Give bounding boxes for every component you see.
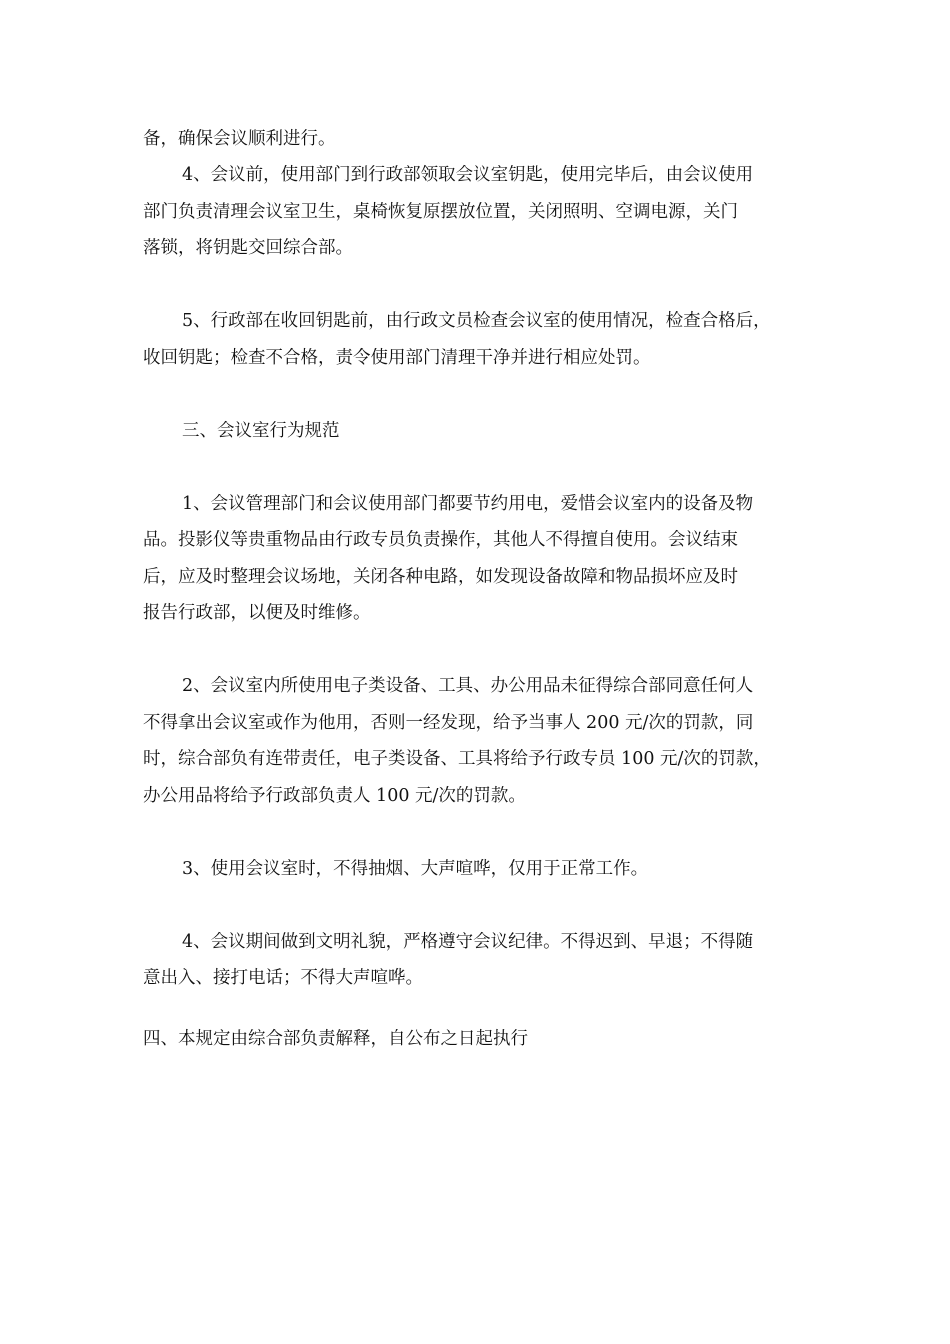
paragraph-line: 部门负责清理会议室卫生，桌椅恢复原摆放位置，关闭照明、空调电源，关门 bbox=[143, 202, 738, 222]
paragraph-line: 4、会议期间做到文明礼貌，严格遵守会议纪律。不得迟到、早退；不得随 bbox=[182, 932, 754, 952]
section-heading: 四、本规定由综合部负责解释，自公布之日起执行 bbox=[143, 1029, 528, 1049]
paragraph-line: 4、会议前，使用部门到行政部领取会议室钥匙，使用完毕后，由会议使用 bbox=[182, 165, 754, 185]
paragraph-line: 品。投影仪等贵重物品由行政专员负责操作，其他人不得擅自使用。会议结束 bbox=[143, 530, 738, 550]
paragraph-line: 5、行政部在收回钥匙前，由行政文员检查会议室的使用情况，检查合格后， bbox=[182, 311, 771, 331]
paragraph-line: 2、会议室内所使用电子类设备、工具、办公用品未征得综合部同意任何人 bbox=[182, 676, 754, 696]
paragraph-line: 1、会议管理部门和会议使用部门都要节约用电，爱惜会议室内的设备及物 bbox=[182, 494, 754, 514]
paragraph-line: 时，综合部负有连带责任，电子类设备、工具将给予行政专员 100 元/次的罚款， bbox=[143, 749, 771, 769]
paragraph-line: 不得拿出会议室或作为他用，否则一经发现，给予当事人 200 元/次的罚款，同 bbox=[143, 713, 754, 733]
section-heading: 三、会议室行为规范 bbox=[182, 421, 340, 441]
paragraph-line: 落锁，将钥匙交回综合部。 bbox=[143, 238, 353, 258]
paragraph-line: 收回钥匙；检查不合格，责令使用部门清理干净并进行相应处罚。 bbox=[143, 348, 651, 368]
paragraph-line: 意出入、接打电话；不得大声喧哗。 bbox=[143, 968, 423, 988]
paragraph-line: 报告行政部，以便及时维修。 bbox=[143, 603, 371, 623]
paragraph-line: 后，应及时整理会议场地，关闭各种电路，如发现设备故障和物品损坏应及时 bbox=[143, 567, 738, 587]
paragraph-line: 3、使用会议室时，不得抽烟、大声喧哗，仅用于正常工作。 bbox=[182, 859, 649, 879]
paragraph-line: 办公用品将给予行政部负责人 100 元/次的罚款。 bbox=[143, 786, 526, 806]
paragraph-line: 备，确保会议顺利进行。 bbox=[143, 129, 336, 149]
